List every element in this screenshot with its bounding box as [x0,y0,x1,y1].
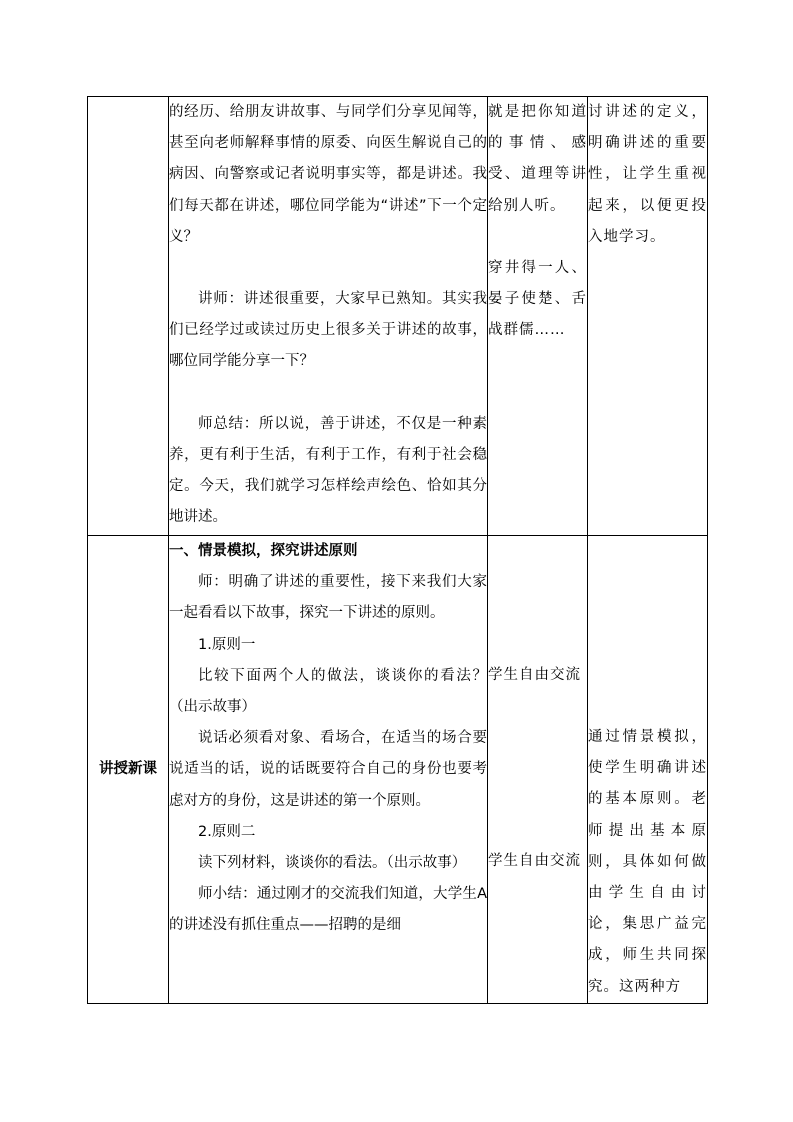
student-answer: 穿井得一人、晏子使楚、舌战群儒…… [488,259,587,339]
student-answer: 就是把你知道的事情、感受、道理等讲给别人听。 [488,104,587,214]
teacher-paragraph: 师小结：通过刚才的交流我们知道，大学生A的讲述没有抓住重点——招聘的是细 [169,886,487,934]
design-purpose-text: 讨讲述的定义，明确讲述的重要性，让学生重视起来，以便更投入地学习。 [588,104,707,245]
student-activity-cell [488,97,588,536]
table-row [88,97,708,536]
design-purpose-cell [588,536,708,1004]
table-row [88,536,708,1004]
lesson-plan-table [87,96,708,1004]
principle-heading: 1.原则一 [198,636,256,653]
student-answer: 学生自由交流 [488,853,581,870]
teacher-paragraph: 比较下面两个人的做法，谈谈你的看法？（出示故事） [169,667,487,716]
teacher-activity-cell [169,97,488,536]
principle-heading: 2.原则二 [198,823,256,840]
stage-label-cell-empty [88,97,169,536]
stage-label-cell [88,536,169,1004]
design-purpose-cell [588,97,708,536]
student-activity-cell [488,536,588,1004]
teacher-paragraph: 的经历、给朋友讲故事、与同学们分享见闻等，甚至向老师解释事情的原委、向医生解说自己的病因、向警察或记者说明事实等，都是讲述。我们每天都在讲述，哪位同学能为“讲述”下一个定义？ [169,104,487,245]
design-purpose-text: 通过情景模拟，使学生明确讲述的基本原则。老师提出基本原则，具体如何做由学生自由讨论，集思广益完成，师生共同探究。这两种方 [588,729,707,995]
student-answer: 学生自由交流 [488,667,581,683]
teacher-paragraph: 师：明确了讲述的重要性，接下来我们大家一起看看以下故事，探究一下讲述的原则。 [169,574,487,622]
teacher-paragraph: 师总结：所以说，善于讲述，不仅是一种素养，更有利于生活，有利于工作，有利于社会稳定。今天，我们就学习怎样绘声绘色、恰如其分地讲述。 [169,415,487,526]
teacher-activity-cell [169,536,488,1004]
section-heading: 一、情景模拟，探究讲述原则 [169,543,358,559]
teacher-paragraph: 读下列材料，谈谈你的看法。（出示故事） [198,855,467,872]
stage-label: 讲授新课 [99,760,157,777]
teacher-paragraph: 说话必须看对象、看场合，在适当的场合要说适当的话，说的话既要符合自己的身份也要考虑对方的身份，这是讲述的第一个原则。 [169,730,487,809]
teacher-paragraph: 讲师：讲述很重要，大家早已熟知。其实我们已经学过或读过历史上很多关于讲述的故事，哪位同学能分享一下？ [169,291,487,370]
